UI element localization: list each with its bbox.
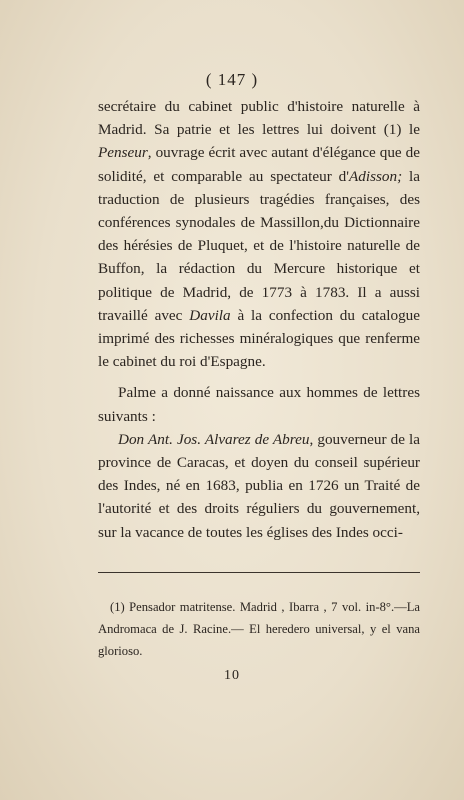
main-text <box>98 95 420 544</box>
text-run: secrétaire du cabinet public d'histoire naturelle à Madrid. Sa patrie et les lettres lui doivent (1) le <box>98 98 420 139</box>
italic-name-adisson: Adisson; <box>348 167 403 185</box>
paragraph-continuation <box>98 95 420 373</box>
paragraph-alvarez <box>98 428 420 544</box>
footnote-text: (1) Pensador matritense. Madrid , Ibarra , 7 vol. in-8°.—La Andromaca de J. Racine.— El heredero universal, y el vana glorioso. <box>98 600 420 658</box>
italic-name-davila: Davila <box>189 306 231 324</box>
signature-mark: 10 <box>224 668 240 683</box>
paragraph-palme: Palme a donné naissance aux hommes de lettres suivants : <box>98 384 420 425</box>
footnote-divider <box>98 572 420 573</box>
text-run: , gouverneur de la province de Caracas, et doyen du conseil supérieur des Indes, né en 1683, publia en 1726 un Traité de l'autorité et des droits réguliers du gouvernement, sur la vacance de toutes les églises des Indes occi- <box>98 430 420 541</box>
text-run: la traduction de plusieurs tragédies françaises, des conférences synodales de Massillon,du Dictionnaire des hérésies de Pluquet, et de l'histoire naturelle de Buffon, la rédaction du Mercure historique et politique de Madrid, de 1773 à 1783. Il a aussi travaillé avec <box>98 167 420 324</box>
page-number: ( 147 ) <box>205 70 259 89</box>
text-run: , ouvrage écrit avec autant d'élégance que de solidité, et comparable au spectateur d' <box>98 144 420 185</box>
italic-title-penseur: Penseur <box>98 144 148 162</box>
footnote <box>98 596 420 662</box>
text-run: à la confection du catalogue imprimé des richesses minéralogiques que renferme le cabinet du roi d'Espagne. <box>98 306 420 371</box>
italic-name-alvarez: Don Ant. Jos. Alvarez de Abreu <box>118 430 310 448</box>
